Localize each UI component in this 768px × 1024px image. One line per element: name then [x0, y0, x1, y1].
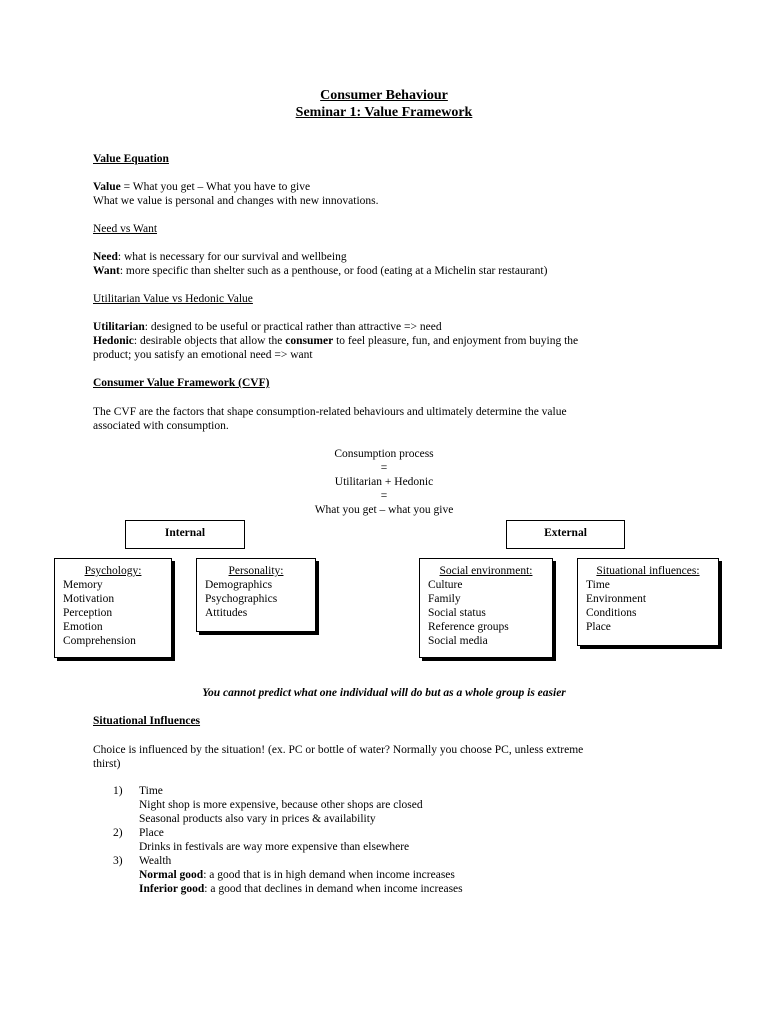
- list-item-line: Seasonal products also vary in prices & availability: [139, 813, 376, 825]
- box-item: Comprehension: [63, 635, 136, 647]
- box-item: Place: [586, 621, 611, 633]
- external-label: External: [544, 527, 587, 539]
- box-item: Social media: [428, 635, 488, 647]
- want-line: Want: more specific than shelter such as a penthouse, or food (eating at a Michelin star restaurant): [93, 265, 548, 277]
- box-item: Perception: [63, 607, 113, 619]
- box-item: Psychographics: [205, 593, 278, 605]
- box-heading: Social environment:: [439, 565, 533, 577]
- box-item: Environment: [586, 593, 647, 605]
- value-line: Value = What you get – What you have to give: [93, 181, 311, 193]
- utilitarian-line: Utilitarian: designed to be useful or practical rather than attractive => need: [93, 321, 442, 333]
- list-item-line: Night shop is more expensive, because other shops are closed: [139, 799, 423, 811]
- cvf-paragraph-2: associated with consumption.: [93, 420, 229, 432]
- box-item: Family: [428, 593, 461, 605]
- list-number: 1): [113, 785, 123, 797]
- box-heading: Psychology:: [84, 565, 142, 577]
- external-factors-box: [506, 520, 625, 549]
- box-item: Social status: [428, 607, 486, 619]
- situational-heading: Situational Influences: [93, 715, 201, 727]
- box-item: Attitudes: [205, 607, 248, 619]
- eq-line: Consumption process: [334, 448, 434, 460]
- box-item: Reference groups: [428, 621, 509, 633]
- hedonic-line-2: product; you satisfy an emotional need => want: [93, 349, 313, 361]
- personality-box: [196, 558, 316, 632]
- box-item: Time: [586, 579, 610, 591]
- eq-line: What you get – what you give: [314, 504, 454, 516]
- quote: You cannot predict what one individual will do but as a whole group is easier: [202, 687, 566, 699]
- list-item-title: Wealth: [139, 855, 172, 867]
- inferior-good-line: Inferior good: a good that declines in demand when income increases: [139, 883, 463, 895]
- eq-line: =: [380, 490, 388, 502]
- value-line-2: What we value is personal and changes with new innovations.: [93, 195, 379, 207]
- normal-good-line: Normal good: a good that is in high demand when income increases: [139, 869, 455, 881]
- box-item: Motivation: [63, 593, 115, 605]
- list-item-title: Place: [139, 827, 164, 839]
- eq-line: Utilitarian + Hedonic: [334, 476, 434, 488]
- situational-paragraph: Choice is influenced by the situation! (ex. PC or bottle of water? Normally you choose PC, unless extreme: [93, 744, 584, 756]
- box-heading: Personality:: [228, 565, 284, 577]
- box-heading: Situational influences:: [596, 565, 700, 577]
- situational-paragraph-2: thirst): [93, 758, 121, 770]
- cvf-heading: Consumer Value Framework (CVF): [93, 377, 270, 389]
- social-environment-box: [419, 558, 553, 658]
- eq-line: =: [380, 462, 388, 474]
- cvf-paragraph: The CVF are the factors that shape consumption-related behaviours and ultimately determine the value: [93, 406, 567, 418]
- box-item: Culture: [428, 579, 463, 591]
- box-item: Memory: [63, 579, 103, 591]
- hedonic-line: Hedonic: desirable objects that allow the consumer to feel pleasure, fun, and enjoyment from buying the: [93, 335, 579, 347]
- page-subtitle: Seminar 1: Value Framework: [295, 105, 473, 120]
- page-title: Consumer Behaviour: [320, 88, 448, 103]
- value-equation-heading: Value Equation: [93, 153, 169, 165]
- need-line: Need: what is necessary for our survival and wellbeing: [93, 251, 347, 263]
- psychology-box: [54, 558, 172, 658]
- internal-label: Internal: [164, 527, 206, 539]
- box-item: Emotion: [63, 621, 103, 633]
- box-item: Demographics: [205, 579, 273, 591]
- internal-factors-box: [125, 520, 245, 549]
- list-number: 2): [113, 827, 123, 839]
- list-item-line: Drinks in festivals are way more expensive than elsewhere: [139, 841, 410, 853]
- list-item-title: Time: [139, 785, 163, 797]
- list-number: 3): [113, 855, 123, 867]
- need-want-heading: Need vs Want: [93, 223, 158, 235]
- util-hedonic-heading: Utilitarian Value vs Hedonic Value: [93, 293, 253, 305]
- situational-influences-box: [577, 558, 719, 646]
- box-item: Conditions: [586, 607, 637, 619]
